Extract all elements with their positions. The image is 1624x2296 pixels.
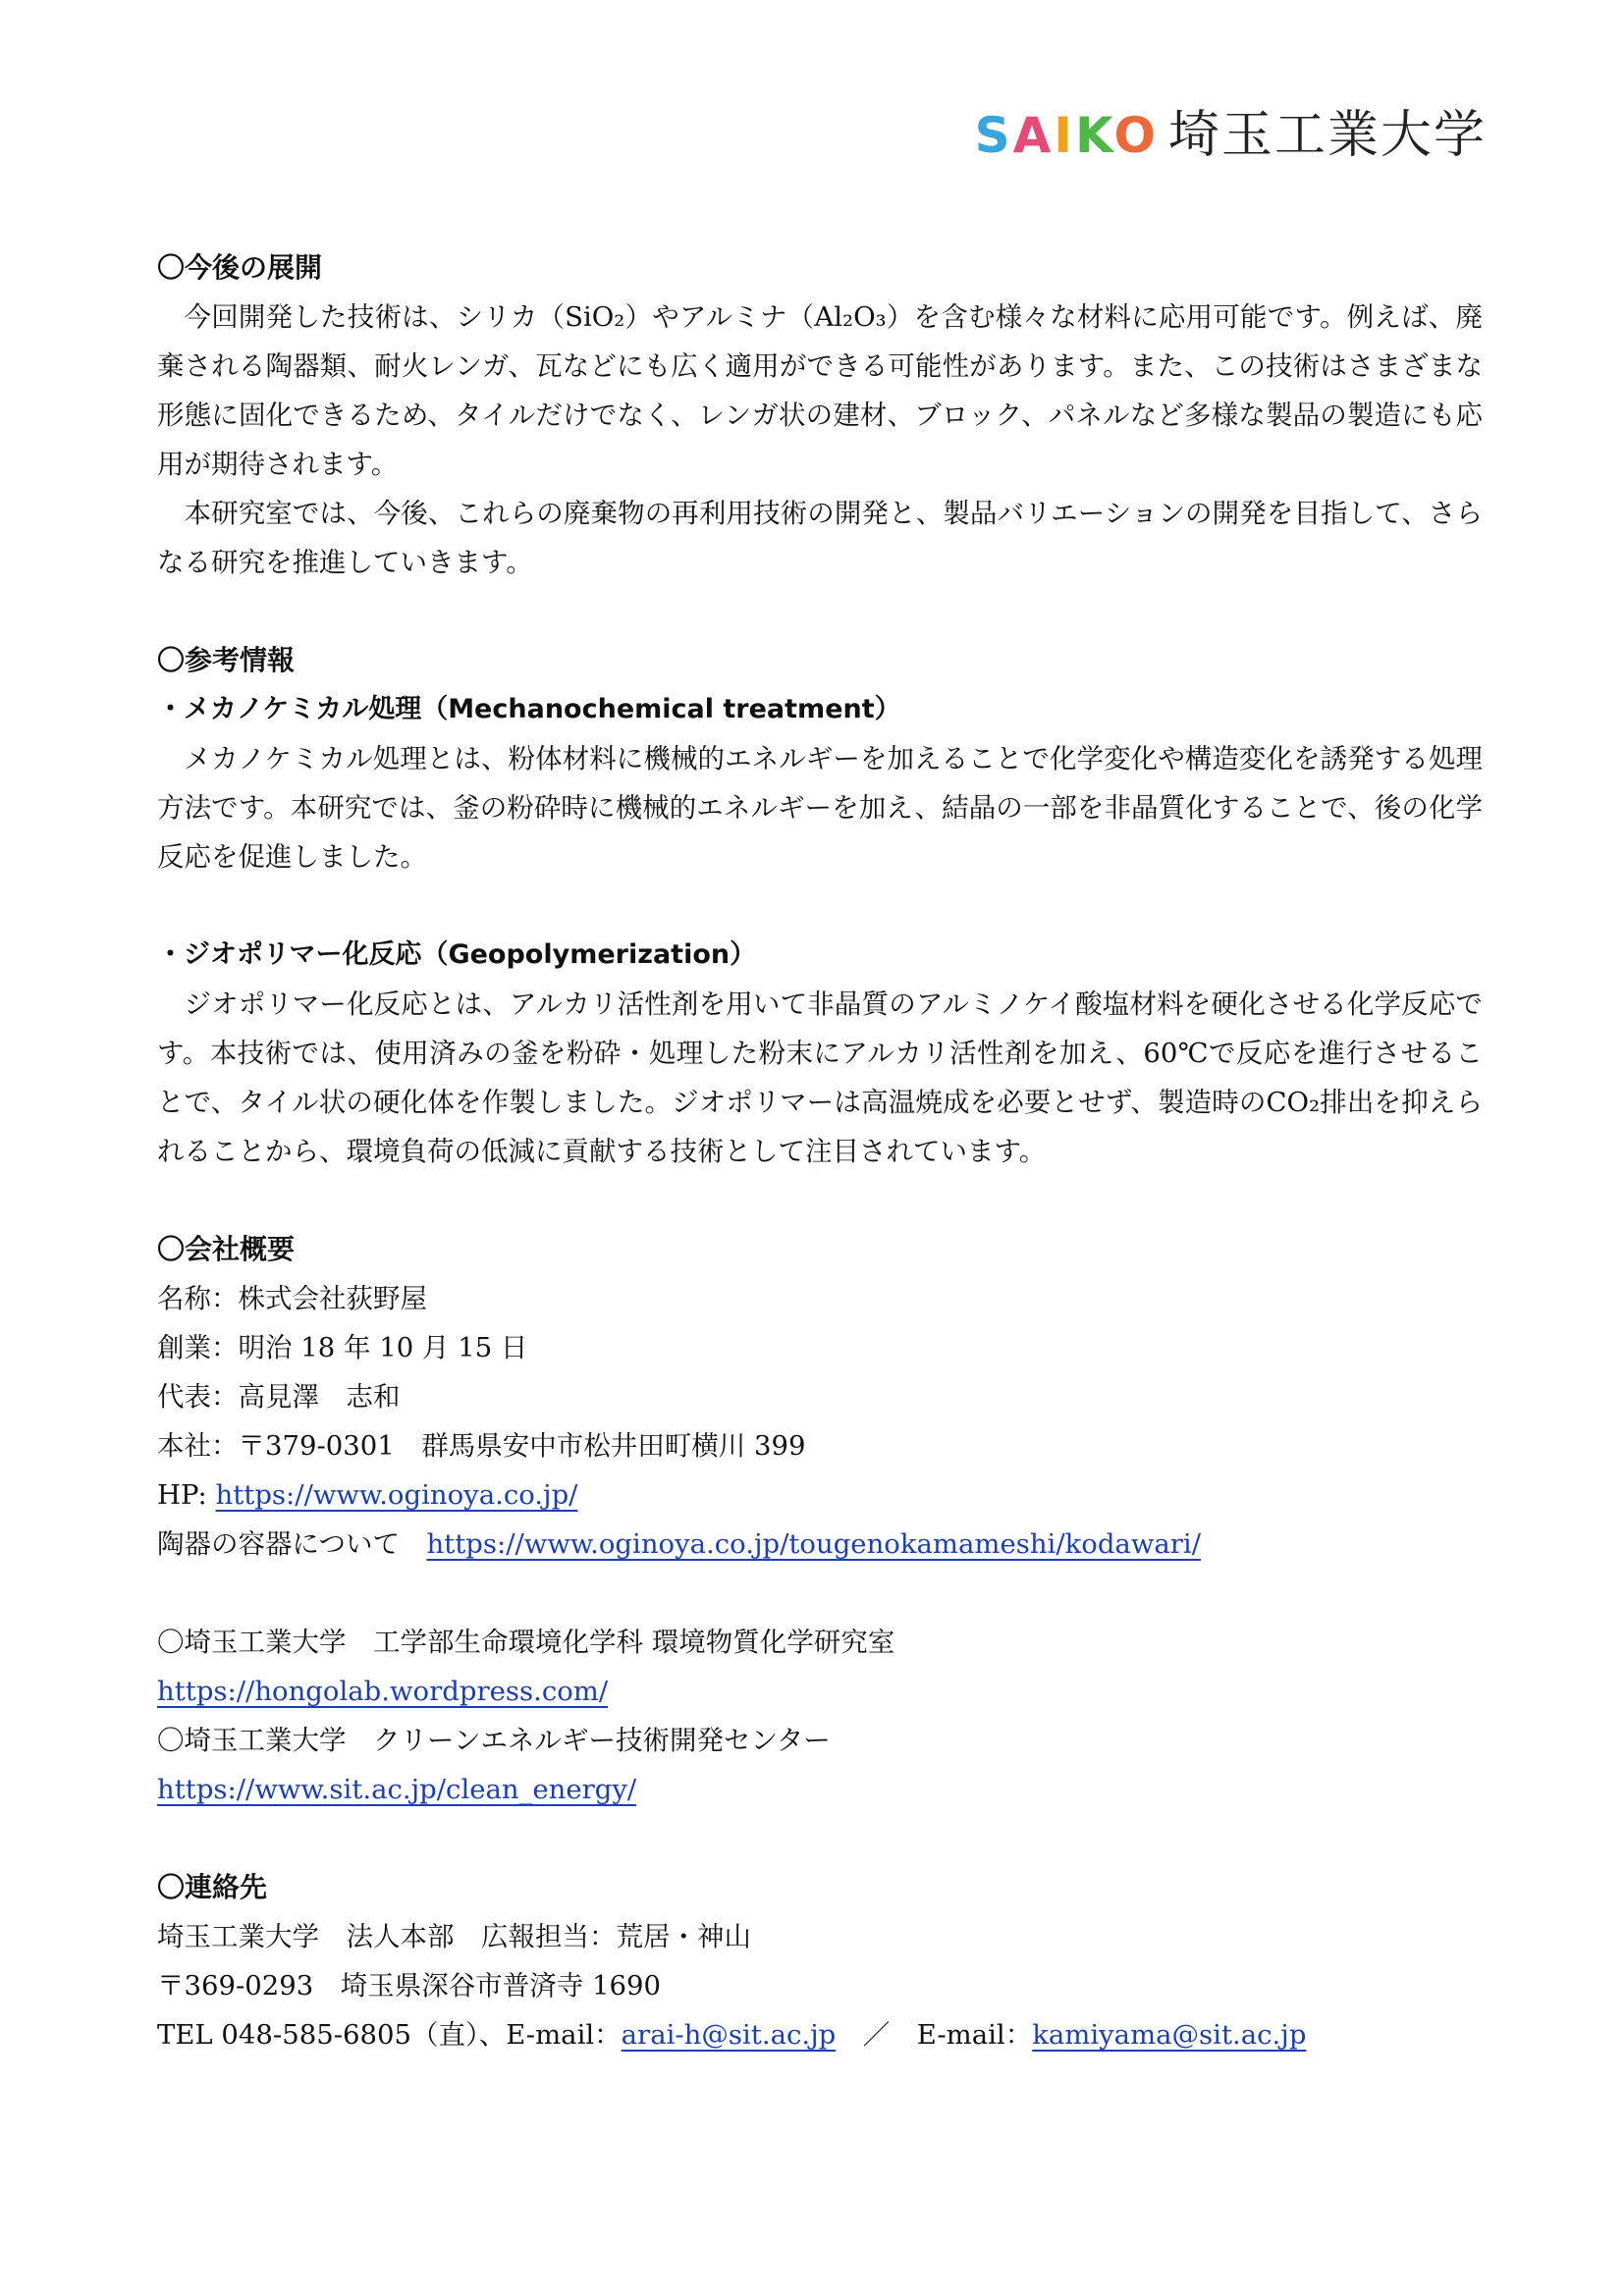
spacer [157,881,1483,931]
email-kamiyama-link[interactable]: kamiyama@sit.ac.jp [1032,2019,1307,2051]
document-body [157,243,1483,2059]
hp-label: HP: [157,1479,216,1511]
outlook-paragraph-2: 本研究室では、今後、これらの廃棄物の再利用技術の開発と、製品バリエーションの開発を目指して、さらなる研究を推進していきます。 [157,498,1483,578]
email-separator: ／ E-mail： [836,2019,1033,2051]
contact-address: 〒369-0293 埼玉県深谷市普済寺 1690 [157,1970,661,2002]
lab1-link[interactable]: https://hongolab.wordpress.com/ [157,1676,609,1707]
outlook-paragraph-1: 今回開発した技術は、シリカ（SiO₂）やアルミナ（Al₂O₃）を含む様々な材料に応用可能です。例えば、廃棄される陶器類、耐火レンガ、瓦などにも広く適用ができる可能性があります。また、この技術はさまざまな形態に固化できるため、タイルだけでなく、レンガ状の建材、ブロック、パネルなど多様な製品の製造にも応用が期待されます。 [157,301,1483,480]
lab1-title: 〇埼玉工業大学 工学部生命環境化学科 環境物質化学研究室 [157,1627,895,1658]
geopolymer-text: ジオポリマー化反応とは、アルカリ活性剤を用いて非晶質のアルミノケイ酸塩材料を硬化させる化学反応です。本技術では、使用済みの釜を粉砕・処理した粉末にアルカリ活性剤を加え、60℃で反応を進行させることで、タイル状の硬化体を作製しました。ジオポリマーは高温焼成を必要とせず、製造時のCO₂排出を抑えられることから、環境負荷の低減に貢献する技術として注目されています。 [157,988,1483,1167]
email-arai-link[interactable]: arai-h@sit.ac.jp [621,2019,837,2051]
outlook-heading: 〇今後の展開 [157,251,323,284]
spacer [157,1814,1483,1863]
lab2-link[interactable]: https://www.sit.ac.jp/clean_energy/ [157,1774,637,1805]
company-name: 名称：株式会社荻野屋 [157,1283,427,1314]
spacer [157,587,1483,636]
company-representative: 代表：高見澤 志和 [157,1381,401,1413]
spacer [157,1176,1483,1225]
mechanochemical-title: ・メカノケミカル処理（Mechanochemical treatment） [157,694,901,724]
geopolymer-title: ・ジオポリマー化反応（Geopolymerization） [157,939,757,970]
company-heading: 〇会社概要 [157,1233,296,1265]
hp-link[interactable]: https://www.oginoya.co.jp/ [215,1479,578,1511]
company-address: 本社：〒379-0301 群馬県安中市松井田町横川 399 [157,1430,806,1462]
contact-office: 埼玉工業大学 法人本部 広報担当：荒居・神山 [157,1921,751,1952]
vessel-label: 陶器の容器について [157,1528,427,1560]
reference-heading: 〇参考情報 [157,644,296,676]
university-name: 埼玉工業大学 [1167,106,1487,165]
saiko-logo [974,106,1487,165]
lab2-title: 〇埼玉工業大学 クリーンエネルギー技術開発センター [157,1725,831,1756]
lab2-link-line [157,1765,1483,1814]
company-founded: 創業：明治 18 年 10 月 15 日 [157,1332,528,1363]
lab1-link-line [157,1667,1483,1716]
contact-tel-line [157,2010,1483,2059]
logo-mark: SAIKO [974,107,1159,164]
company-hp-line [157,1470,1483,1520]
mechanochemical-text: メカノケミカル処理とは、粉体材料に機械的エネルギーを加えることで化学変化や構造変化を誘発する処理方法です。本研究では、釜の粉砕時に機械的エネルギーを加え、結晶の一部を非晶質化することで、後の化学反応を促進しました。 [157,743,1483,873]
spacer [157,1569,1483,1618]
tel-prefix: TEL 048-585-6805（直）、E-mail： [157,2019,622,2051]
vessel-line [157,1520,1483,1569]
vessel-link[interactable]: https://www.oginoya.co.jp/tougenokamameshi/kodawari/ [426,1528,1201,1560]
contact-heading: 〇連絡先 [157,1871,268,1903]
